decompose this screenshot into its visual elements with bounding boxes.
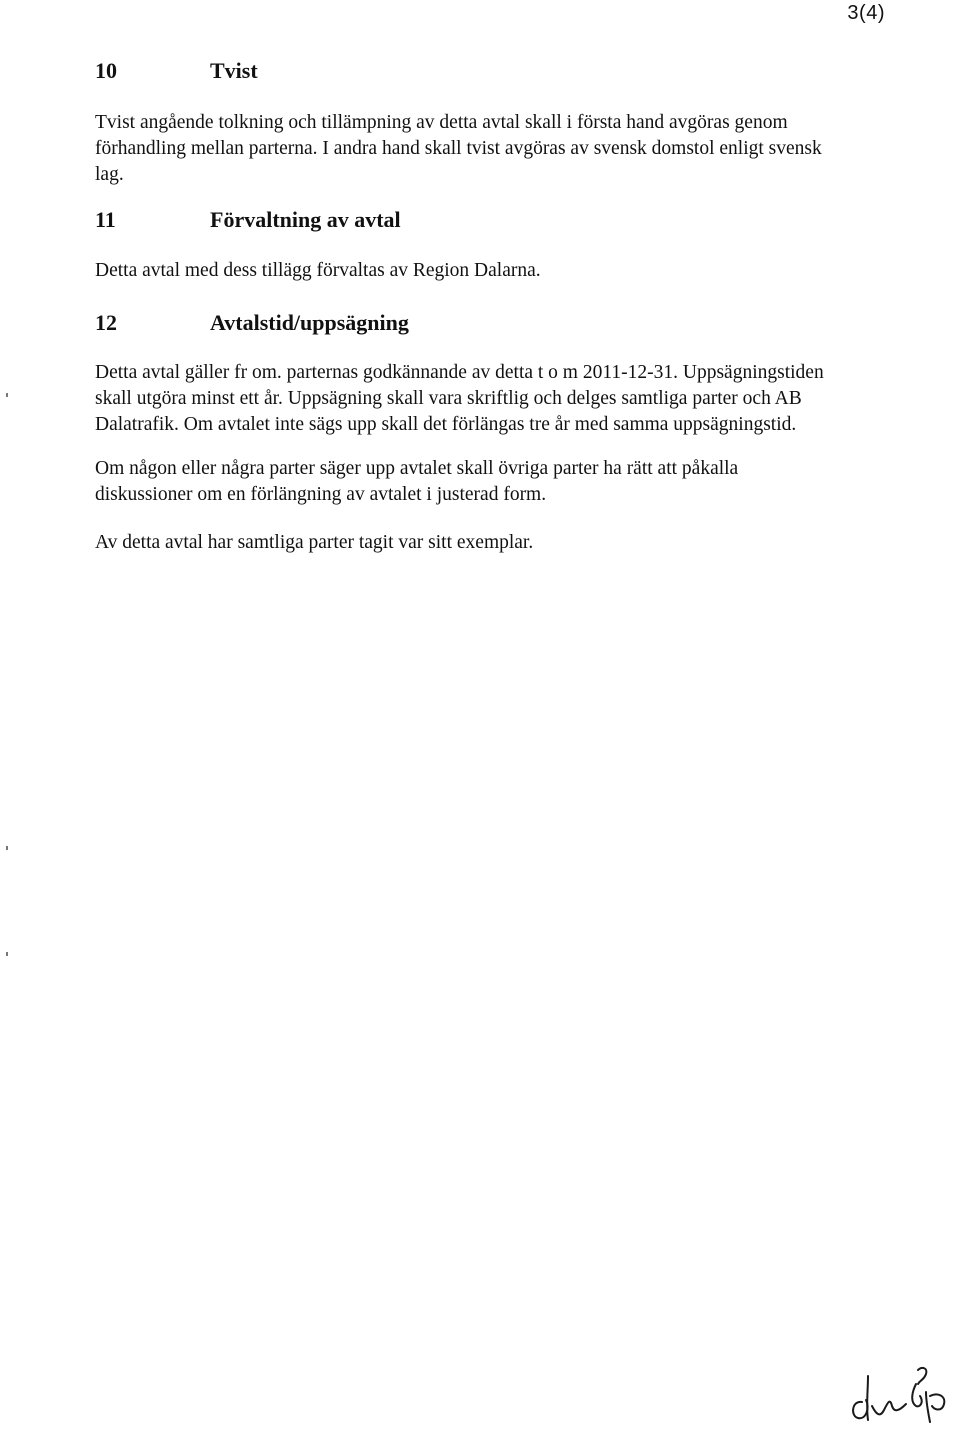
section-number: 10 (95, 58, 117, 83)
paragraph (95, 530, 885, 556)
section-number: 11 (95, 207, 116, 232)
paragraph (95, 110, 885, 188)
paragraph (95, 456, 885, 508)
paragraph-line: Dalatrafik. Om avtalet inte sägs upp skall det förlängas tre år med samma uppsägningstid. (95, 414, 797, 435)
paragraph-line: Detta avtal med dess tillägg förvaltas av Region Dalarna. (95, 260, 541, 281)
section-number: 12 (95, 310, 117, 335)
section-heading-11 (95, 207, 401, 233)
section-title: Tvist (210, 58, 258, 83)
paragraph-line: diskussioner om en förlängning av avtalet i justerad form. (95, 484, 547, 505)
paragraph (95, 258, 885, 284)
scan-speck (6, 393, 8, 397)
paragraph-line: skall utgöra minst ett år. Uppsägning skall vara skriftlig och delges samtliga parter och AB (95, 388, 802, 409)
paragraph-line: Detta avtal gäller fr om. parternas godkännande av detta t o m 2011-12-31. Uppsägningstiden (95, 362, 824, 383)
paragraph-line: Om någon eller några parter säger upp avtalet skall övriga parter ha rätt att påkalla (95, 458, 739, 479)
section-heading-10 (95, 58, 258, 84)
scan-speck (6, 952, 8, 956)
scan-speck (6, 846, 8, 850)
paragraph-line: Av detta avtal har samtliga parter tagit var sitt exemplar. (95, 532, 534, 553)
paragraph-line: Tvist angående tolkning och tillämpning av detta avtal skall i första hand avgöras genom (95, 112, 788, 133)
section-heading-12 (95, 310, 409, 336)
handwritten-signature (846, 1362, 954, 1426)
section-title: Avtalstid/uppsägning (210, 310, 409, 335)
paragraph-line: förhandling mellan parterna. I andra hand skall tvist avgöras av svensk domstol enligt svensk (95, 138, 822, 159)
paragraph (95, 360, 885, 438)
section-title: Förvaltning av avtal (210, 207, 401, 232)
page-number: 3(4) (847, 2, 885, 24)
paragraph-line: lag. (95, 164, 124, 185)
